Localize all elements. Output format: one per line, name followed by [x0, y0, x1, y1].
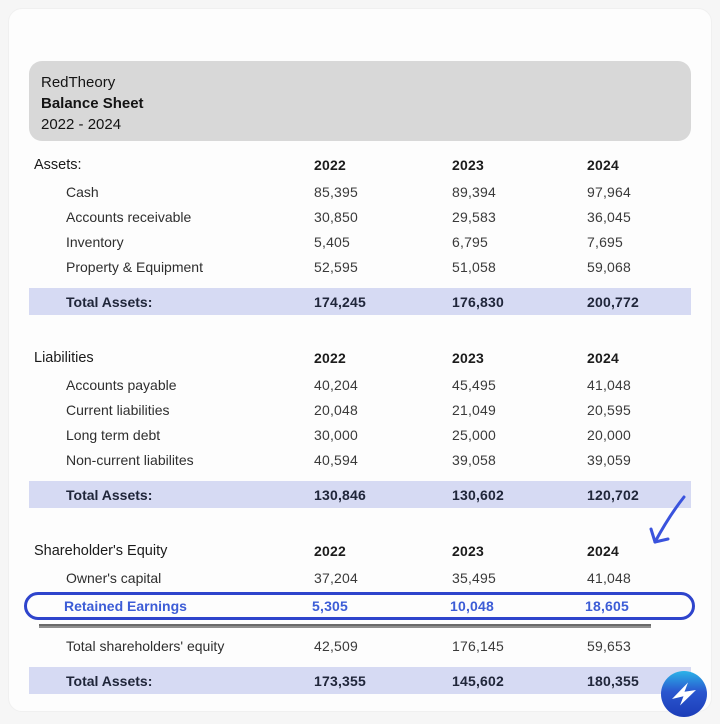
- row-value: 39,058: [452, 451, 497, 468]
- row-value: 20,000: [587, 426, 632, 443]
- table-row: [29, 422, 691, 447]
- table-row: [29, 229, 691, 254]
- row-value: 5,305: [312, 598, 349, 614]
- row-label: Non-current liabilites: [66, 451, 194, 468]
- year-column-header: 2023: [452, 350, 484, 366]
- row-value: 30,850: [314, 208, 359, 225]
- total-value: 200,772: [587, 293, 640, 310]
- year-column-header: 2024: [587, 543, 619, 559]
- table-row: [29, 633, 691, 658]
- row-value: 176,145: [452, 637, 505, 654]
- row-label: Current liabilities: [66, 401, 170, 418]
- document-canvas: [8, 8, 712, 712]
- row-value: 40,204: [314, 376, 359, 393]
- row-value: 18,605: [585, 598, 630, 614]
- section-0: [29, 152, 691, 315]
- section-label: Liabilities: [34, 350, 94, 366]
- row-value: 42,509: [314, 637, 359, 654]
- row-value: 39,059: [587, 451, 632, 468]
- year-column-header: 2023: [452, 543, 484, 559]
- row-label: Property & Equipment: [66, 258, 203, 275]
- row-value: 36,045: [587, 208, 632, 225]
- section-header-row: [29, 538, 691, 564]
- row-value: 97,964: [587, 183, 632, 200]
- company-logo-icon: [660, 670, 708, 718]
- row-value: 10,048: [450, 598, 495, 614]
- row-label: Accounts payable: [66, 376, 177, 393]
- row-value: 85,395: [314, 183, 359, 200]
- table-row: [29, 397, 691, 422]
- year-column-header: 2023: [452, 157, 484, 173]
- total-label: Total Assets:: [66, 486, 153, 503]
- document-title: Balance Sheet: [41, 95, 144, 112]
- row-value: 45,495: [452, 376, 497, 393]
- total-value: 174,245: [314, 293, 367, 310]
- row-label: Total shareholders' equity: [66, 637, 225, 654]
- annotation-arrow-icon: [639, 486, 711, 558]
- row-value: 7,695: [587, 233, 624, 250]
- table-row: [29, 179, 691, 204]
- row-value: 21,049: [452, 401, 497, 418]
- total-value: 145,602: [452, 672, 505, 689]
- year-column-header: 2022: [314, 157, 346, 173]
- row-label: Retained Earnings: [64, 598, 187, 614]
- section-2: [29, 538, 691, 694]
- row-value: 25,000: [452, 426, 497, 443]
- table-row: [29, 565, 691, 590]
- retained-earnings-row: [24, 592, 695, 620]
- year-column-header: 2024: [587, 157, 619, 173]
- total-label: Total Assets:: [66, 672, 153, 689]
- section-1: [29, 345, 691, 508]
- total-value: 180,355: [587, 672, 640, 689]
- table-row: [29, 204, 691, 229]
- row-label: Accounts receivable: [66, 208, 192, 225]
- table-row: [29, 372, 691, 397]
- row-value: 59,068: [587, 258, 632, 275]
- total-value: 176,830: [452, 293, 505, 310]
- row-label: Owner's capital: [66, 569, 162, 586]
- company-name: RedTheory: [41, 74, 116, 91]
- title-card: [29, 61, 691, 141]
- row-value: 52,595: [314, 258, 359, 275]
- double-underline: [39, 624, 651, 628]
- total-value: 130,846: [314, 486, 367, 503]
- total-value: 173,355: [314, 672, 367, 689]
- row-value: 51,058: [452, 258, 497, 275]
- row-value: 41,048: [587, 569, 632, 586]
- section-header-row: [29, 152, 691, 178]
- table-row: [29, 254, 691, 279]
- row-value: 40,594: [314, 451, 359, 468]
- row-label: Long term debt: [66, 426, 161, 443]
- section-label: Shareholder's Equity: [34, 543, 168, 559]
- row-value: 6,795: [452, 233, 489, 250]
- row-value: 89,394: [452, 183, 497, 200]
- total-label: Total Assets:: [66, 293, 153, 310]
- row-value: 41,048: [587, 376, 632, 393]
- balance-table: [29, 152, 691, 724]
- row-value: 29,583: [452, 208, 497, 225]
- row-label: Cash: [66, 183, 99, 200]
- section-label: Assets:: [34, 157, 82, 173]
- total-row: [29, 667, 691, 694]
- row-label: Inventory: [66, 233, 124, 250]
- total-row: [29, 481, 691, 508]
- total-value: 130,602: [452, 486, 505, 503]
- total-value: 120,702: [587, 486, 640, 503]
- year-column-header: 2024: [587, 350, 619, 366]
- period-range: 2022 - 2024: [41, 116, 122, 133]
- year-column-header: 2022: [314, 350, 346, 366]
- row-value: 30,000: [314, 426, 359, 443]
- total-row: [29, 288, 691, 315]
- row-value: 5,405: [314, 233, 351, 250]
- section-header-row: [29, 345, 691, 371]
- row-value: 35,495: [452, 569, 497, 586]
- table-row: [29, 447, 691, 472]
- row-value: 20,595: [587, 401, 632, 418]
- row-value: 20,048: [314, 401, 359, 418]
- year-column-header: 2022: [314, 543, 346, 559]
- row-value: 59,653: [587, 637, 632, 654]
- row-value: 37,204: [314, 569, 359, 586]
